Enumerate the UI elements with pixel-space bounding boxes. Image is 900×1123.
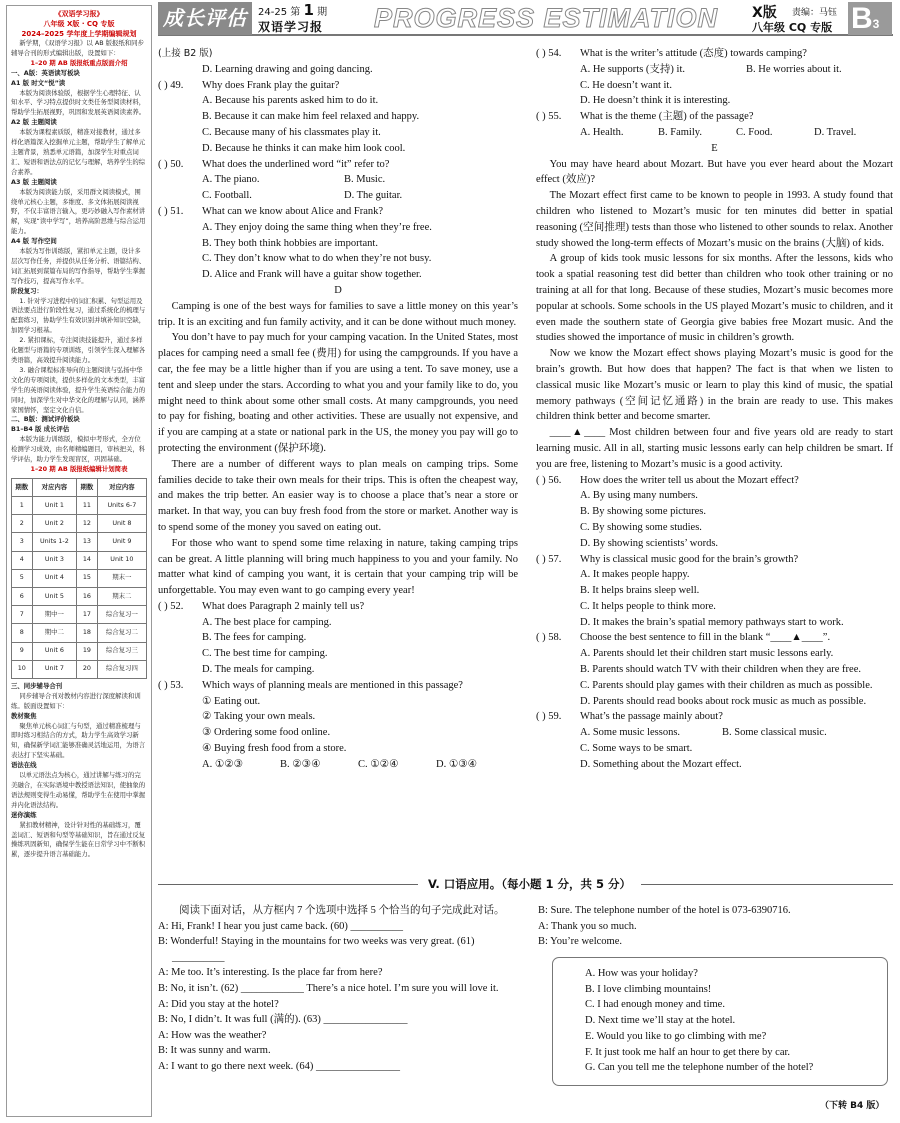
option-b[interactable]: B. Because it can make him feel relaxed and happy. <box>202 111 420 123</box>
meal-way-item: ④ Buying fresh food from a store. <box>202 743 347 755</box>
sidebar-text-after <box>11 682 147 860</box>
schedule-cell: Unit 7 <box>32 660 77 678</box>
option-c[interactable]: C. Some ways to be smart. <box>580 743 693 755</box>
sidebar-line: A2 版 主题阅读 <box>11 118 57 127</box>
section-instruction: 阅读下面对话，从方框内 7 个选项中选择 5 个恰当的句子完成此对话。 <box>179 905 505 916</box>
option-c[interactable]: C. Food. <box>736 126 773 138</box>
option-b[interactable]: B. Family. <box>658 126 702 138</box>
dialog-right <box>538 903 890 950</box>
question-54 <box>536 46 893 62</box>
sidebar-text <box>11 9 147 475</box>
option-c[interactable]: C. Football. <box>202 190 252 202</box>
option-a[interactable]: A. The piano. <box>202 174 260 186</box>
options-row <box>536 125 893 141</box>
schedule-cell: 12 <box>77 515 98 533</box>
schedule-cell: 17 <box>77 606 98 624</box>
option-c[interactable]: C. Because many of his classmates play it. <box>202 126 381 138</box>
progress-estimation-title: PROGRESS ESTIMATION <box>374 3 719 33</box>
page-code-letter: B <box>851 2 873 35</box>
option-b[interactable]: B. Parents should watch TV with their children when they are free. <box>580 664 861 676</box>
dialog-option[interactable]: B. I love climbing mountains! <box>585 983 712 995</box>
schedule-header-cell: 对应内容 <box>32 478 77 496</box>
sidebar-line: 本版为写作训练版，紧扣单元主题，设计多层次写作任务，并提供从任务分析、语篇结构、词汇拓展到谋篇布局的写作指导，帮助学生掌握写作技巧，提高写作水平。 <box>11 247 146 285</box>
editor-label: 责编：马钰 <box>792 8 838 18</box>
sidebar-line: 语法在线 <box>11 761 37 770</box>
schedule-header-cell: 期数 <box>77 478 98 496</box>
option-a[interactable]: A. Some music lessons. <box>580 727 681 739</box>
question-number: ( ) 52. <box>158 600 184 612</box>
question-text: What does the underlined word “it” refer to? <box>202 158 390 170</box>
question-number: ( ) 51. <box>158 205 184 217</box>
schedule-cell: Unit 10 <box>97 551 146 569</box>
schedule-cell: Unit 9 <box>97 533 146 551</box>
passage-e-paragraph: You may have heard about Mozart. But have you ever heard about the Mozart effect (效应)? <box>536 158 893 186</box>
schedule-row <box>12 660 147 678</box>
option-a[interactable]: A. They enjoy doing the same thing when they’re free. <box>202 221 432 233</box>
meal-way-item: ② Taking your own meals. <box>202 711 316 723</box>
schedule-cell: 11 <box>77 497 98 515</box>
schedule-cell: Unit 5 <box>32 588 77 606</box>
dialog-line: A: Hi, Frank! I hear you just came back. (60) __________ <box>158 920 403 932</box>
passage-e-title: E <box>711 142 718 154</box>
sidebar-line: 本版为课程素质版，精准对接教材，通过多样化语篇深入挖掘单元主题，帮助学生了解单元主题背景，熟悉单元语篇，加深学生对重点词汇、短语和语法点的记忆与理解，培养学生的综合素养。 <box>11 128 146 176</box>
sidebar-line: B1–B4 版 成长评估 <box>11 425 70 434</box>
passage-d-paragraph: You don’t have to pay much for your camping vacation. In the United States, most places for camping need a small fee (费用) for using the campgrounds. If you have a car, the fee may be a little higher than if you are using a tent. To save money, use a tent and sleep under the stars. According to what you and your family like to do, you might need to think about some other small costs. At many campgrounds, you need to pay for fishing, boating and other activities. These are usually not expensive, and if you are camping at a state or national park in the US, the money you pay will go to protecting the environment (保护环境). <box>158 332 518 454</box>
question-text: What is the writer’s attitude (态度) towards camping? <box>580 48 807 59</box>
dialog-line: A: I want to go there next week. (64) ________________ <box>158 1060 401 1072</box>
schedule-cell: Unit 8 <box>97 515 146 533</box>
passage-e-paragraph: Now we know the Mozart effect shows playing Mozart’s music is good for the brain’s growth. But how does that happen? The fact is that when we listen to classical music like Mozart’s music or learn to play this kind of music, the spatial memory pathways (空间记忆通路) in the brain are ready to use. This makes children think better and become smarter. <box>536 348 893 423</box>
option-b[interactable]: B. Music. <box>344 174 386 186</box>
schedule-cell: 期末二 <box>97 588 146 606</box>
question-number: ( ) 49. <box>158 79 184 91</box>
fill-blank[interactable]: ____▲____ <box>549 427 606 439</box>
schedule-cell: Unit 1 <box>32 497 77 515</box>
option-c[interactable]: C. It helps people to think more. <box>580 600 716 612</box>
dialog-option[interactable]: F. It just took me half an hour to get there by car. <box>585 1046 791 1058</box>
sidebar-line: 教材聚焦 <box>11 711 37 720</box>
dialog-option[interactable]: G. Can you tell me the telephone number of the hotel? <box>585 1062 814 1074</box>
sidebar-line: 八年级 X版 · CQ 专版 <box>43 20 115 28</box>
question-text: What can we know about Alice and Frank? <box>202 205 384 217</box>
sidebar-line: A3 版 主题阅读 <box>11 177 57 186</box>
option-c[interactable]: C. Parents should play games with their children as much as possible. <box>580 679 873 691</box>
schedule-cell: 4 <box>12 551 33 569</box>
sidebar-line: 聚焦单元核心词汇与句型，通过精准梳理与即时练习相结合的方式，助力学生高效学习新知，确保新学词汇能够准确灵活地运用，为语言表达打下坚实基础。 <box>11 721 146 760</box>
question-55 <box>536 109 893 125</box>
dialog-option[interactable]: A. How was your holiday? <box>585 968 698 979</box>
question-text: What does Paragraph 2 mainly tell us? <box>202 600 365 612</box>
schedule-cell: 综合复习二 <box>97 624 146 642</box>
question-text: Why is classical music good for the brain’s growth? <box>580 553 799 565</box>
option-b[interactable]: B. Some classical music. <box>722 727 827 739</box>
schedule-cell: 10 <box>12 660 33 678</box>
passage-d-title: D <box>334 284 342 296</box>
sidebar-line: 1–20 期 AB 版报纸编辑计划简表 <box>30 464 128 473</box>
schedule-table <box>11 478 147 679</box>
passage-e-paragraph: A group of kids took music lessons for six months. After the lessons, kids who took a spatial reasoning test did better than children who took other training or no training at all for that long. Because of these studies, Mozart’s music becomes more popular at schools. Some schools in the US played Mozart’s music to children, and it even made the southern state of Georgia give babies free Mozart music. And the studies showed the importance of music in children’s growth. <box>536 253 893 344</box>
option-d[interactable]: D. ①③④ <box>436 758 478 770</box>
option-a[interactable]: A. He supports (支持) it. <box>580 63 685 75</box>
dialog-line: B: No, it isn’t. (62) ____________ There’s a nice hotel. I’m sure you will love it. <box>158 982 499 994</box>
dialog-option[interactable]: D. Next time we’ll stay at the hotel. <box>585 1015 736 1027</box>
passage-d-paragraph: There are a number of different ways to plan meals on camping trips. Some families decide to take their own meals for their trips. This is often the cheapest way, and makes the trip better. An easier way is to choose a place that’s near a store or market. In that way, you can buy fresh food from the store or market. Another way is to spend some of the money you saved on eating out. <box>158 458 518 533</box>
option-b[interactable]: B. It helps brains sleep well. <box>580 585 700 597</box>
question-text: What’s the passage mainly about? <box>580 711 723 723</box>
schedule-cell: 5 <box>12 569 33 587</box>
schedule-cell: 19 <box>77 642 98 660</box>
question-number: ( ) 56. <box>536 474 562 486</box>
question-number: ( ) 57. <box>536 553 562 565</box>
section-5-title: V. 口语应用。（每小题 1 分，共 5 分） <box>418 874 641 894</box>
schedule-cell: 18 <box>77 624 98 642</box>
option-c[interactable]: C. The best time for camping. <box>202 648 328 660</box>
schedule-cell: 6 <box>12 588 33 606</box>
schedule-cell: Units 1-2 <box>32 533 77 551</box>
option-a[interactable]: A. It makes people happy. <box>580 569 690 581</box>
sidebar-line: 1. 针对学习进程中的词汇积累、句型运用及语法要点进行阶段性复习，通过系统化的梳理与配套练习，协助学生有效识别并填补知识空缺，加固学习根基。 <box>11 296 146 335</box>
schedule-cell: 综合复习一 <box>97 606 146 624</box>
sidebar-line: 1–20 期 AB 版报纸重点版面介绍 <box>30 58 128 67</box>
edition-plan-sidebar <box>6 5 152 1117</box>
schedule-row <box>12 497 147 515</box>
schedule-cell: 综合复习四 <box>97 660 146 678</box>
schedule-row <box>12 606 147 624</box>
schedule-cell: 9 <box>12 642 33 660</box>
question-number: ( ) 54. <box>536 48 562 59</box>
dialog-line: A: How was the weather? <box>158 1029 267 1041</box>
dialog-line: A: Me too. It’s interesting. Is the place far from here? <box>158 967 383 979</box>
dialog-line: B: No, I didn’t. It was full (满的). (63) ________________ <box>158 1014 408 1026</box>
grade-label: 八年级 CQ 专版 <box>752 21 833 34</box>
options-row <box>158 757 518 773</box>
option-a[interactable]: A. Health. <box>580 126 624 138</box>
options-row <box>536 725 893 741</box>
page-header <box>158 2 893 36</box>
question-number: ( ) 50. <box>158 158 184 170</box>
q48-option-d: D. Learning drawing and going dancing. <box>202 63 373 75</box>
option-d[interactable]: D. He doesn’t think it is interesting. <box>580 95 731 107</box>
section-5-heading <box>158 874 893 894</box>
option-b[interactable]: B. He worries about it. <box>746 63 842 75</box>
options-row <box>158 188 518 204</box>
question-58 <box>536 630 893 646</box>
option-d[interactable]: D. Something about the Mozart effect. <box>580 758 742 770</box>
sidebar-line: 本版为能力训练版，模拟中考形式，全方位检测学习成效，由名师精编题目，审核把关，科学评估，助力学生发现盲区，巩固基础。 <box>11 435 146 464</box>
question-56 <box>536 473 893 489</box>
option-a[interactable]: A. By using many numbers. <box>580 490 698 502</box>
option-a[interactable]: A. The best place for camping. <box>202 616 332 628</box>
schedule-header-row <box>12 478 147 496</box>
right-column <box>536 46 893 773</box>
option-d[interactable]: D. The meals for camping. <box>202 664 315 676</box>
schedule-row <box>12 624 147 642</box>
continued-on-tag: （下转 B4 版） <box>820 1101 885 1111</box>
schedule-cell: 期中二 <box>32 624 77 642</box>
question-59 <box>536 709 893 725</box>
question-text: What is the theme (主题) of the passage? <box>580 111 754 123</box>
question-52 <box>158 599 518 615</box>
option-d[interactable]: D. Travel. <box>814 126 857 138</box>
sidebar-line: 以单元语法点为核心，通过讲解与练习的完美融合，在实际语境中教授语法知识，使抽象的语法规则变得生动易懂，帮助学生在使用中掌握并内化语法结构。 <box>11 771 146 809</box>
option-b[interactable]: B. They both think hobbies are important. <box>202 237 378 249</box>
paragraph-text: Most children between four and five years old are ready to start learning music. All in all, starting music lessons early can help children be smart. If you are free, listening to Mozart’s music is a good activity. <box>536 427 893 470</box>
dialog-line: A: Thank you so much. <box>538 920 637 932</box>
schedule-cell: 2 <box>12 515 33 533</box>
passage-e-paragraph <box>536 425 893 472</box>
schedule-row <box>12 588 147 606</box>
sidebar-line: 三、同步辅导合刊 <box>11 681 63 690</box>
dialog-option[interactable]: E. Would you like to go climbing with me? <box>585 1030 767 1042</box>
schedule-cell: 1 <box>12 497 33 515</box>
schedule-cell: 综合复习三 <box>97 642 146 660</box>
option-b[interactable]: B. By showing some pictures. <box>580 506 706 518</box>
schedule-cell: 8 <box>12 624 33 642</box>
issue-prefix: 第 <box>290 7 301 18</box>
options-row <box>536 62 893 78</box>
option-d[interactable]: D. The guitar. <box>344 190 403 202</box>
left-column <box>158 46 518 773</box>
issue-info <box>258 3 368 36</box>
question-number: ( ) 59. <box>536 711 562 723</box>
option-d[interactable]: D. Because he thinks it can make him look cool. <box>202 142 406 154</box>
options-row <box>158 172 518 188</box>
page-code <box>848 2 892 35</box>
sidebar-line: 本版为阅读能力版，采用群文阅读模式，围绕单元核心主题，多维度、多文体拓展阅读视野，不仅丰富语言输入，更巧妙融入写作素材讲解，实现“读中学写”，培养高阶思维与综合运用能力。 <box>11 187 146 236</box>
sidebar-line: 新学期，《双语学习报》以 AB 版报纸和同步辅导合刊的形式编辑出版，设置如下： <box>11 39 144 57</box>
option-c[interactable]: C. ①②④ <box>358 758 399 770</box>
dialog-line: B: You’re welcome. <box>538 936 622 948</box>
sidebar-line: A4 版 写作空间 <box>11 237 57 246</box>
schedule-cell: 7 <box>12 606 33 624</box>
question-text: Choose the best sentence to fill in the blank “____▲____”. <box>580 632 831 644</box>
dialog-options-box <box>552 957 888 1086</box>
schedule-cell: 期末一 <box>97 569 146 587</box>
sidebar-line: 2024–2025 学年度上学期编辑规划 <box>21 30 137 38</box>
schedule-header-cell: 对应内容 <box>97 478 146 496</box>
option-c[interactable]: C. By showing some studies. <box>580 521 702 533</box>
dialog-line: B: Sure. The telephone number of the hotel is 073-6390716. <box>538 905 791 916</box>
version-label: X版 <box>752 5 777 21</box>
dialog-option[interactable]: C. I had enough money and time. <box>585 999 725 1011</box>
option-a[interactable]: A. ①②③ <box>202 758 244 770</box>
dialog-line: B: It was sunny and warm. <box>158 1045 271 1057</box>
passage-d-paragraph: Camping is one of the best ways for families to save a little money on this year’s trip. It is an exciting and fun family activity, and it can be done without much money. <box>158 300 518 328</box>
schedule-row <box>12 642 147 660</box>
schedule-cell: Unit 2 <box>32 515 77 533</box>
schedule-cell: 20 <box>77 660 98 678</box>
question-49 <box>158 78 518 94</box>
schedule-cell: Unit 4 <box>32 569 77 587</box>
schedule-cell: 15 <box>77 569 98 587</box>
question-number: ( ) 55. <box>536 111 562 123</box>
question-text: How does the writer tell us about the Mozart effect? <box>580 474 799 486</box>
meal-way-item: ① Eating out. <box>202 695 261 707</box>
brand-logo: 成长评估 <box>158 2 252 35</box>
question-50 <box>158 157 518 173</box>
continued-from-tag: (上接 B2 版) <box>158 48 213 59</box>
schedule-cell: Unit 6 <box>32 642 77 660</box>
schedule-row <box>12 569 147 587</box>
schedule-cell: 16 <box>77 588 98 606</box>
issue-suffix: 期 <box>317 7 328 18</box>
sidebar-line: 一、A版：英语读写板块 <box>11 68 80 77</box>
schedule-cell: 期中一 <box>32 606 77 624</box>
passage-d-paragraph: For those who want to spend some time relaxing in nature, taking camping trips can be great. A little planning will bring much happiness to you and your family. No matter what kind of camping you want, it is certain that your camping trip will be unforgettable. You may even want to go camping every year! <box>158 537 518 597</box>
issue-number: 1 <box>303 1 314 19</box>
option-b[interactable]: B. The fees for camping. <box>202 632 307 644</box>
schedule-row <box>12 515 147 533</box>
question-57 <box>536 552 893 568</box>
sidebar-line: A1 版 时文“悦”读 <box>11 78 66 87</box>
option-d[interactable]: D. Parents should read books about rock music as much as possible. <box>580 695 867 707</box>
sidebar-line: 本版为阅读体验版，根据学生心理特征、认知水平、学习特点提供时文类任务型阅读材料，帮助学生拓展视野，巩固和发展英语阅读素养。 <box>11 88 146 117</box>
question-text: Why does Frank play the guitar? <box>202 79 340 91</box>
schedule-header-cell: 期数 <box>12 478 33 496</box>
dialog-line: B: Wonderful! Staying in the mountains for two weeks was very great. (61) __________ <box>158 936 475 963</box>
option-d[interactable]: D. By showing scientists’ words. <box>580 537 719 549</box>
sidebar-line: 同步辅导合刊对教材内容进行深度解读和训练。版面设置如下： <box>11 691 141 710</box>
dialog-left <box>158 903 520 1075</box>
sidebar-line: 《双语学习报》 <box>54 10 104 18</box>
schedule-cell: Units 6-7 <box>97 497 146 515</box>
dialog-line: A: Did you stay at the hotel? <box>158 998 279 1010</box>
schedule-cell: Unit 3 <box>32 551 77 569</box>
schedule-cell: 14 <box>77 551 98 569</box>
schedule-cell: 13 <box>77 533 98 551</box>
paper-name: 双语学习报 <box>258 20 324 34</box>
schedule-row <box>12 551 147 569</box>
sidebar-line: 迷你演练 <box>11 810 37 819</box>
option-b[interactable]: B. ②③④ <box>280 758 321 770</box>
reading-section <box>158 46 893 876</box>
sidebar-line: 阶段复习： <box>11 286 43 295</box>
question-text: Which ways of planning meals are mentioned in this passage? <box>202 679 463 691</box>
option-a[interactable]: A. Parents should let their children start music lessons early. <box>580 648 834 660</box>
meal-way-item: ③ Ordering some food online. <box>202 727 331 739</box>
question-53 <box>158 678 518 694</box>
sidebar-line: 2. 紧扣课标，专注阅读技能提升，通过多样化题型与语篇的专项训练，引领学生深入理解各类语篇，高效提升阅读能力。 <box>11 336 146 364</box>
sidebar-line: 3. 融合课程标准导向的主题阅读与弘扬中华文化的专项阅读，提供多样化的文本类型，丰富学生的英语阅读体验，提升学生英语综合能力的同时，加深学生对中华文化的理解与认同，涵养家国情怀，坚定文化自信。 <box>11 365 146 414</box>
question-number: ( ) 58. <box>536 632 562 644</box>
sidebar-line: 紧扣教材精神，设计针对性的基础练习，覆盖词汇、短语和句型等基础知识，旨在通过反复操练巩固新知，确保学生能在日常学习中不断积累，逐步提升语言基础能力。 <box>11 820 146 859</box>
option-c[interactable]: C. They don’t know what to do when they’re not busy. <box>202 253 432 265</box>
option-d[interactable]: D. It makes the brain’s spatial memory pathways start to work. <box>580 616 844 628</box>
question-51 <box>158 204 518 220</box>
passage-e-paragraph: The Mozart effect first came to be known to people in 1993. A study found that children who listened to Mozart’s music for ten minutes did better in spatial reasoning (空间推理) tests than those who listened to other sounds to relax. Another study showed the long-term effects of Mozart’s music on the brains (大脑) of kids. <box>536 190 893 249</box>
option-c[interactable]: C. He doesn’t want it. <box>580 79 672 91</box>
sidebar-line: 二、B版：测试评价板块 <box>11 415 80 424</box>
page-code-number: 3 <box>872 17 880 31</box>
option-a[interactable]: A. Because his parents asked him to do it. <box>202 95 379 107</box>
schedule-row <box>12 533 147 551</box>
option-d[interactable]: D. Alice and Frank will have a guitar show together. <box>202 269 422 281</box>
question-number: ( ) 53. <box>158 679 184 691</box>
schedule-cell: 3 <box>12 533 33 551</box>
school-year: 24-25 <box>258 7 288 18</box>
